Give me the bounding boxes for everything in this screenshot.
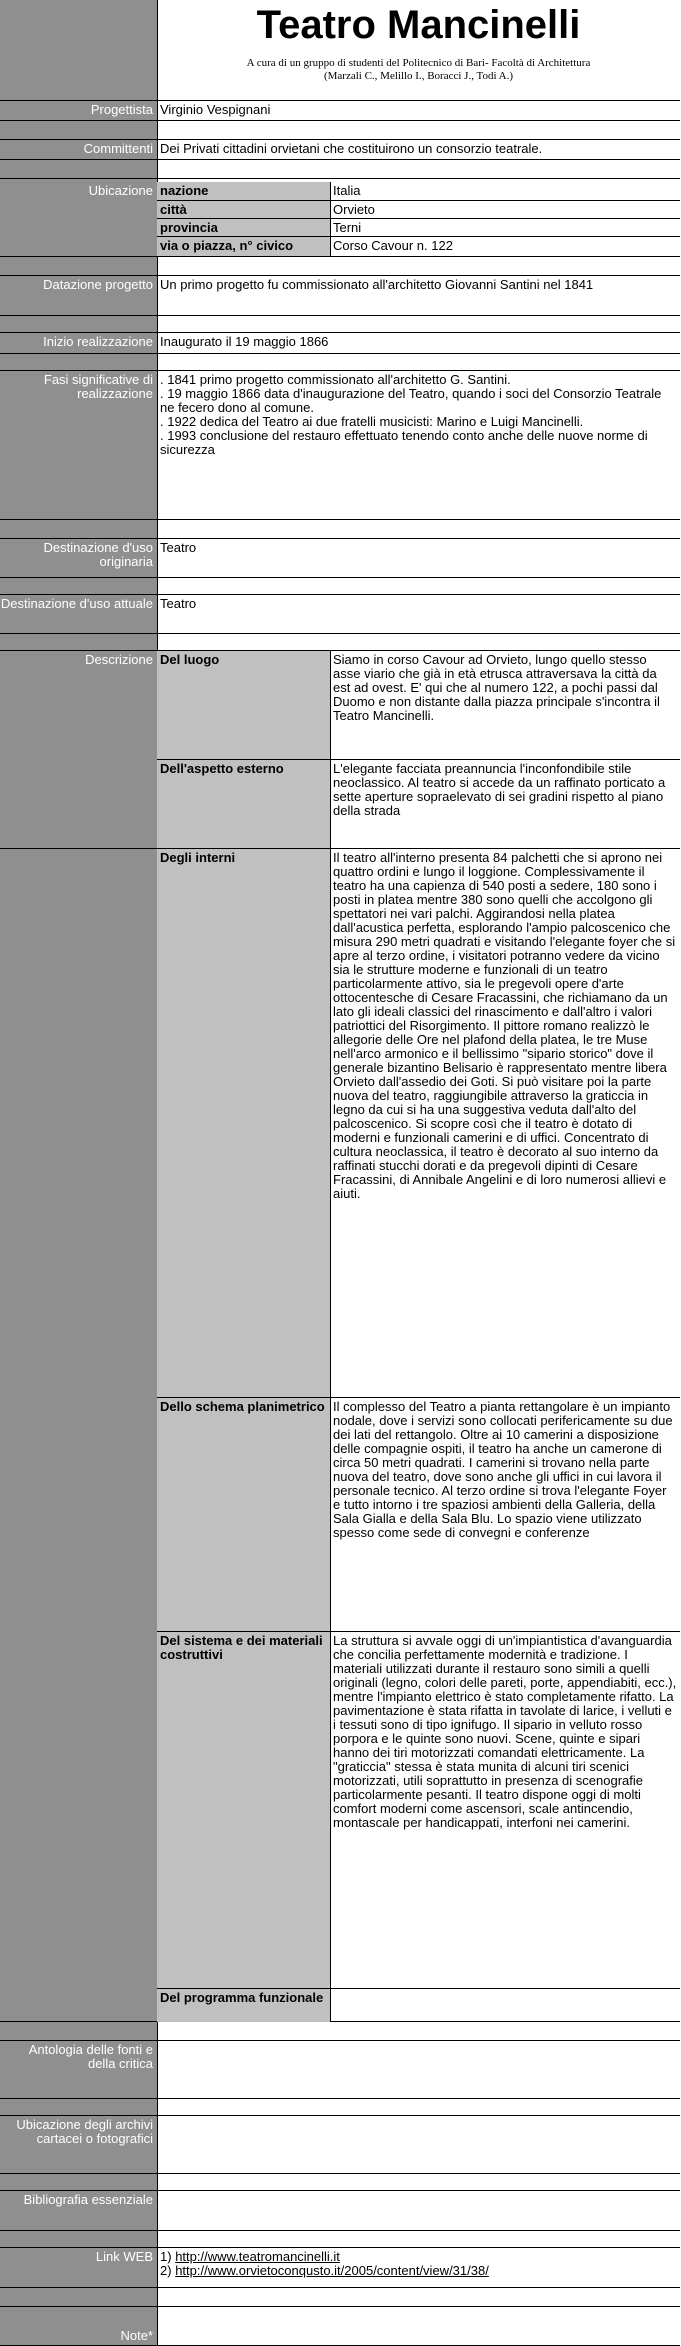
destinazione-attuale-label: Destinazione d'uso attuale: [0, 596, 153, 611]
archivi-value: [160, 2116, 676, 2118]
committenti-label: Committenti: [83, 141, 153, 156]
descrizione-key-materiali: Del sistema e dei materiali costruttivi: [157, 1632, 331, 1988]
ubicazione-key: città: [157, 201, 331, 218]
note-value: [160, 2307, 676, 2309]
credit-text: [157, 57, 680, 83]
progettista-label: Progettista: [90, 102, 153, 117]
archivi-row: [0, 2116, 680, 2174]
ubicazione-via: [157, 237, 680, 257]
fasi-item: . 1922 dedica del Teatro ai due fratelli musicisti: Marino e Luigi Mancinelli.: [160, 414, 584, 429]
descrizione-value-programma: [333, 1989, 677, 1991]
spacer-row: [0, 2174, 680, 2191]
spacer-row: [0, 634, 680, 651]
committenti-value: Dei Privati cittadini orvietani che costituirono un consorzio teatrale.: [160, 141, 543, 156]
spacer-row: [0, 354, 680, 371]
ubicazione-key: via o piazza, n° civico: [157, 237, 331, 256]
destinazione-attuale-row: [0, 595, 680, 634]
descrizione-key-planimetrico: Dello schema planimetrico: [157, 1398, 331, 1631]
spacer-row: [0, 2022, 680, 2041]
ubicazione-value: Italia: [333, 183, 361, 198]
descrizione-key-programma: Del programma funzionale: [157, 1989, 331, 2022]
ubicazione-citta: [157, 201, 680, 219]
link-prefix: 1): [160, 2249, 172, 2264]
descrizione-value-planimetrico: Il complesso del Teatro a pianta rettangolare è un impianto nodale, dove i servizi sono collocati perifericamente su due dei lati del rettangolo. Oltre ai 10 camerini a disposizione delle compagnie ospiti, il teatro ha anche un camerone di circa 50 metri quadrati. I camerini si trovano nella parte nuova del teatro, dove sono anche gli uffici in cui lavora il personale tecnico. Al terzo ordine si trova l'elegante Foyer e tutto intorno i tre spaziosi ambienti della Galleria, della Sala Gialla e della Sala Blu. Lo spazio viene utilizzato spesso come sede di convegni e conferenze: [333, 1399, 673, 1540]
teatro-link[interactable]: http://www.teatromancinelli.it: [175, 2249, 340, 2264]
inizio-value: Inaugurato il 19 maggio 1866: [160, 334, 329, 349]
spacer-row: [0, 2231, 680, 2248]
fasi-list: [160, 371, 676, 457]
link-list: [160, 2248, 676, 2278]
descrizione-value-materiali: La struttura si avvale oggi di un'impiantistica d'avanguardia che concilia perfettamente modernità e tradizione. I materiali utilizzati durante il restauro sono simili a quelli originali (legno, colori delle pareti, porte, appendiabiti, ecc.), mentre l'impianto elettrico è stato completamente rifatto. La pavimentazione è stata rifatta in tavolate di larice, i velluti e i tessuti sono di tipo ignifugo. Il sipario in velluto rosso porpora e le quinte sono nuovi. Scene, quinte e sipari hanno dei tiri motorizzati comandati elettricamente. La "graticcia" stessa è stata munita di alcuni tiri scenici motorizzati, utili soprattutto in presenza di scenografie particolarmente pesanti. Il teatro dispone oggi di molti comfort moderni come ascensori, scale antincendio, montascale per handicappati, interfoni nei camerini.: [333, 1633, 677, 1830]
inizio-label: Inizio realizzazione: [43, 334, 153, 349]
destinazione-originaria-label: Destinazione d'uso originaria: [43, 540, 153, 569]
spacer-row: [0, 160, 680, 179]
spacer-row: [0, 520, 680, 539]
descrizione-key-esterno: Dell'aspetto esterno: [157, 760, 331, 848]
descrizione-value-esterno: L'elegante facciata preannuncia l'inconfondibile stile neoclassico. Al teatro si accede da un raffinato porticato a sette aperture sopraelevato di sei gradini rispetto al piano della strada: [333, 761, 666, 818]
spacer-row: [0, 2288, 680, 2307]
credit-line-1: A cura di un gruppo di studenti del Politecnico di Bari- Facoltà di Architettura: [246, 57, 591, 69]
fasi-row: [0, 371, 680, 520]
descrizione-key-interni: Degli interni: [157, 849, 331, 1397]
antologia-value: [160, 2041, 676, 2043]
link-prefix: 2): [160, 2263, 172, 2278]
destinazione-originaria-value: Teatro: [160, 540, 197, 555]
progettista-value: Virginio Vespignani: [160, 102, 271, 117]
archivi-label: Ubicazione degli archivi cartacei o fotografici: [16, 2117, 153, 2146]
descrizione-value-interni: Il teatro all'interno presenta 84 palchetti che si aprono nei quattro ordini e lungo il loggione. Complessivamente il teatro ha una capienza di 540 posti a sedere, 180 sono i posti in platea mentre 380 sono quelli che accolgono gli spettatori nei vari palchi. Aggirandosi nella platea dall'acustica perfetta, esplorando l'ampio palcoscenico che misura 290 metri quadrati e visitando l'elegante foyer che si apre al terzo ordine, i visitatori potranno vedere da vicino sia le strutture moderne e funzionali di un teatro particolarmente attivo, sia le pregevoli opere d'arte ottocentesche di Cesare Fracassini, che richiamano da un lato gli ideali classici del rinascimento e dall'altro i valori patriottici del Risorgimento. Il pittore romano realizzò le allegorie delle Ore nel plafond della platea, le tre Muse nell'arco armonico e il bellissimo "sipario storico" dove il generale bizantino Belisario è rappresentato mentre libera Orvieto dall'assedio dei Goti. Si può visitare poi la parte nuova del teatro, raggiungibile attraverso la graticcia in legno da cui si ha una suggestiva veduta dall'alto del palcoscenico. Si scopre così che il teatro è dotato di moderni e funzionali camerini e di uffici. Concentrato di cultura neoclassica, il teatro è decorato al suo interno da raffinati stucchi dorati e da pregevoli dipinti di Cesare Fracassini, di Annibale Angelini e di loro numerosi allievi e aiuti.: [333, 850, 676, 1201]
datazione-label: Datazione progetto: [43, 277, 153, 292]
descrizione-key-luogo: Del luogo: [157, 651, 331, 759]
credit-line-2: (Marzali C., Melillo I., Boracci J., Todi A.): [323, 70, 514, 82]
progettista-row: [0, 101, 680, 121]
page-title: Teatro Mancinelli: [256, 3, 581, 47]
fasi-label: Fasi significative di realizzazione: [43, 372, 153, 401]
orvieto-link[interactable]: http://www.orvietoconqusto.it/2005/content/view/31/38/: [175, 2263, 489, 2278]
ubicazione-value: Orvieto: [333, 202, 375, 217]
ubicazione-nazione: [157, 182, 680, 201]
link-item: [160, 2264, 676, 2278]
spacer-row: [0, 257, 680, 276]
link-label: Link WEB: [95, 2249, 153, 2264]
spacer-row: [0, 2099, 680, 2116]
descrizione-value-luogo: Siamo in corso Cavour ad Orvieto, lungo quello stesso asse viario che già in età etrusca attraversava la città da est ad ovest. E' qui che al numero 122, a pochi passi dal Duomo e non distante dalla piazza principale s'incontra il Teatro Mancinelli.: [333, 652, 660, 723]
note-row: [0, 2307, 680, 2346]
antologia-label: Antologia delle fonti e della critica: [28, 2042, 153, 2071]
datazione-value: Un primo progetto fu commissionato all'architetto Giovanni Santini nel 1841: [160, 277, 594, 292]
link-row: [0, 2248, 680, 2288]
descrizione-label: Descrizione: [85, 652, 153, 667]
spacer-row: [0, 121, 680, 140]
header-row: [0, 0, 680, 101]
bibliografia-label: Bibliografia essenziale: [23, 2192, 153, 2207]
bibliografia-value: [160, 2191, 676, 2193]
spacer-row: [0, 316, 680, 333]
bibliografia-row: [0, 2191, 680, 2231]
datazione-row: [0, 276, 680, 316]
ubicazione-key: nazione: [157, 182, 331, 200]
spacer-row: [0, 578, 680, 595]
note-label: Note*: [120, 2328, 153, 2343]
fasi-item: . 19 maggio 1866 data d'inaugurazione del Teatro, quando i soci del Consorzio Teatrale ne fecero dono al comune.: [160, 386, 662, 415]
link-item: [160, 2250, 676, 2264]
ubicazione-label: Ubicazione: [88, 183, 153, 198]
ubicazione-value: Terni: [333, 220, 362, 235]
destinazione-attuale-value: Teatro: [160, 596, 197, 611]
destinazione-originaria-row: [0, 539, 680, 578]
ubicazione-provincia: [157, 219, 680, 237]
antologia-row: [0, 2041, 680, 2099]
inizio-row: [0, 333, 680, 354]
ubicazione-key: provincia: [157, 219, 331, 236]
fasi-item: . 1841 primo progetto commissionato all'architetto G. Santini.: [160, 372, 511, 387]
committenti-row: [0, 140, 680, 160]
ubicazione-value: Corso Cavour n. 122: [333, 238, 453, 253]
fasi-item: . 1993 conclusione del restauro effettuato tenendo conto anche delle nuove norme di sicurezza: [160, 428, 648, 457]
